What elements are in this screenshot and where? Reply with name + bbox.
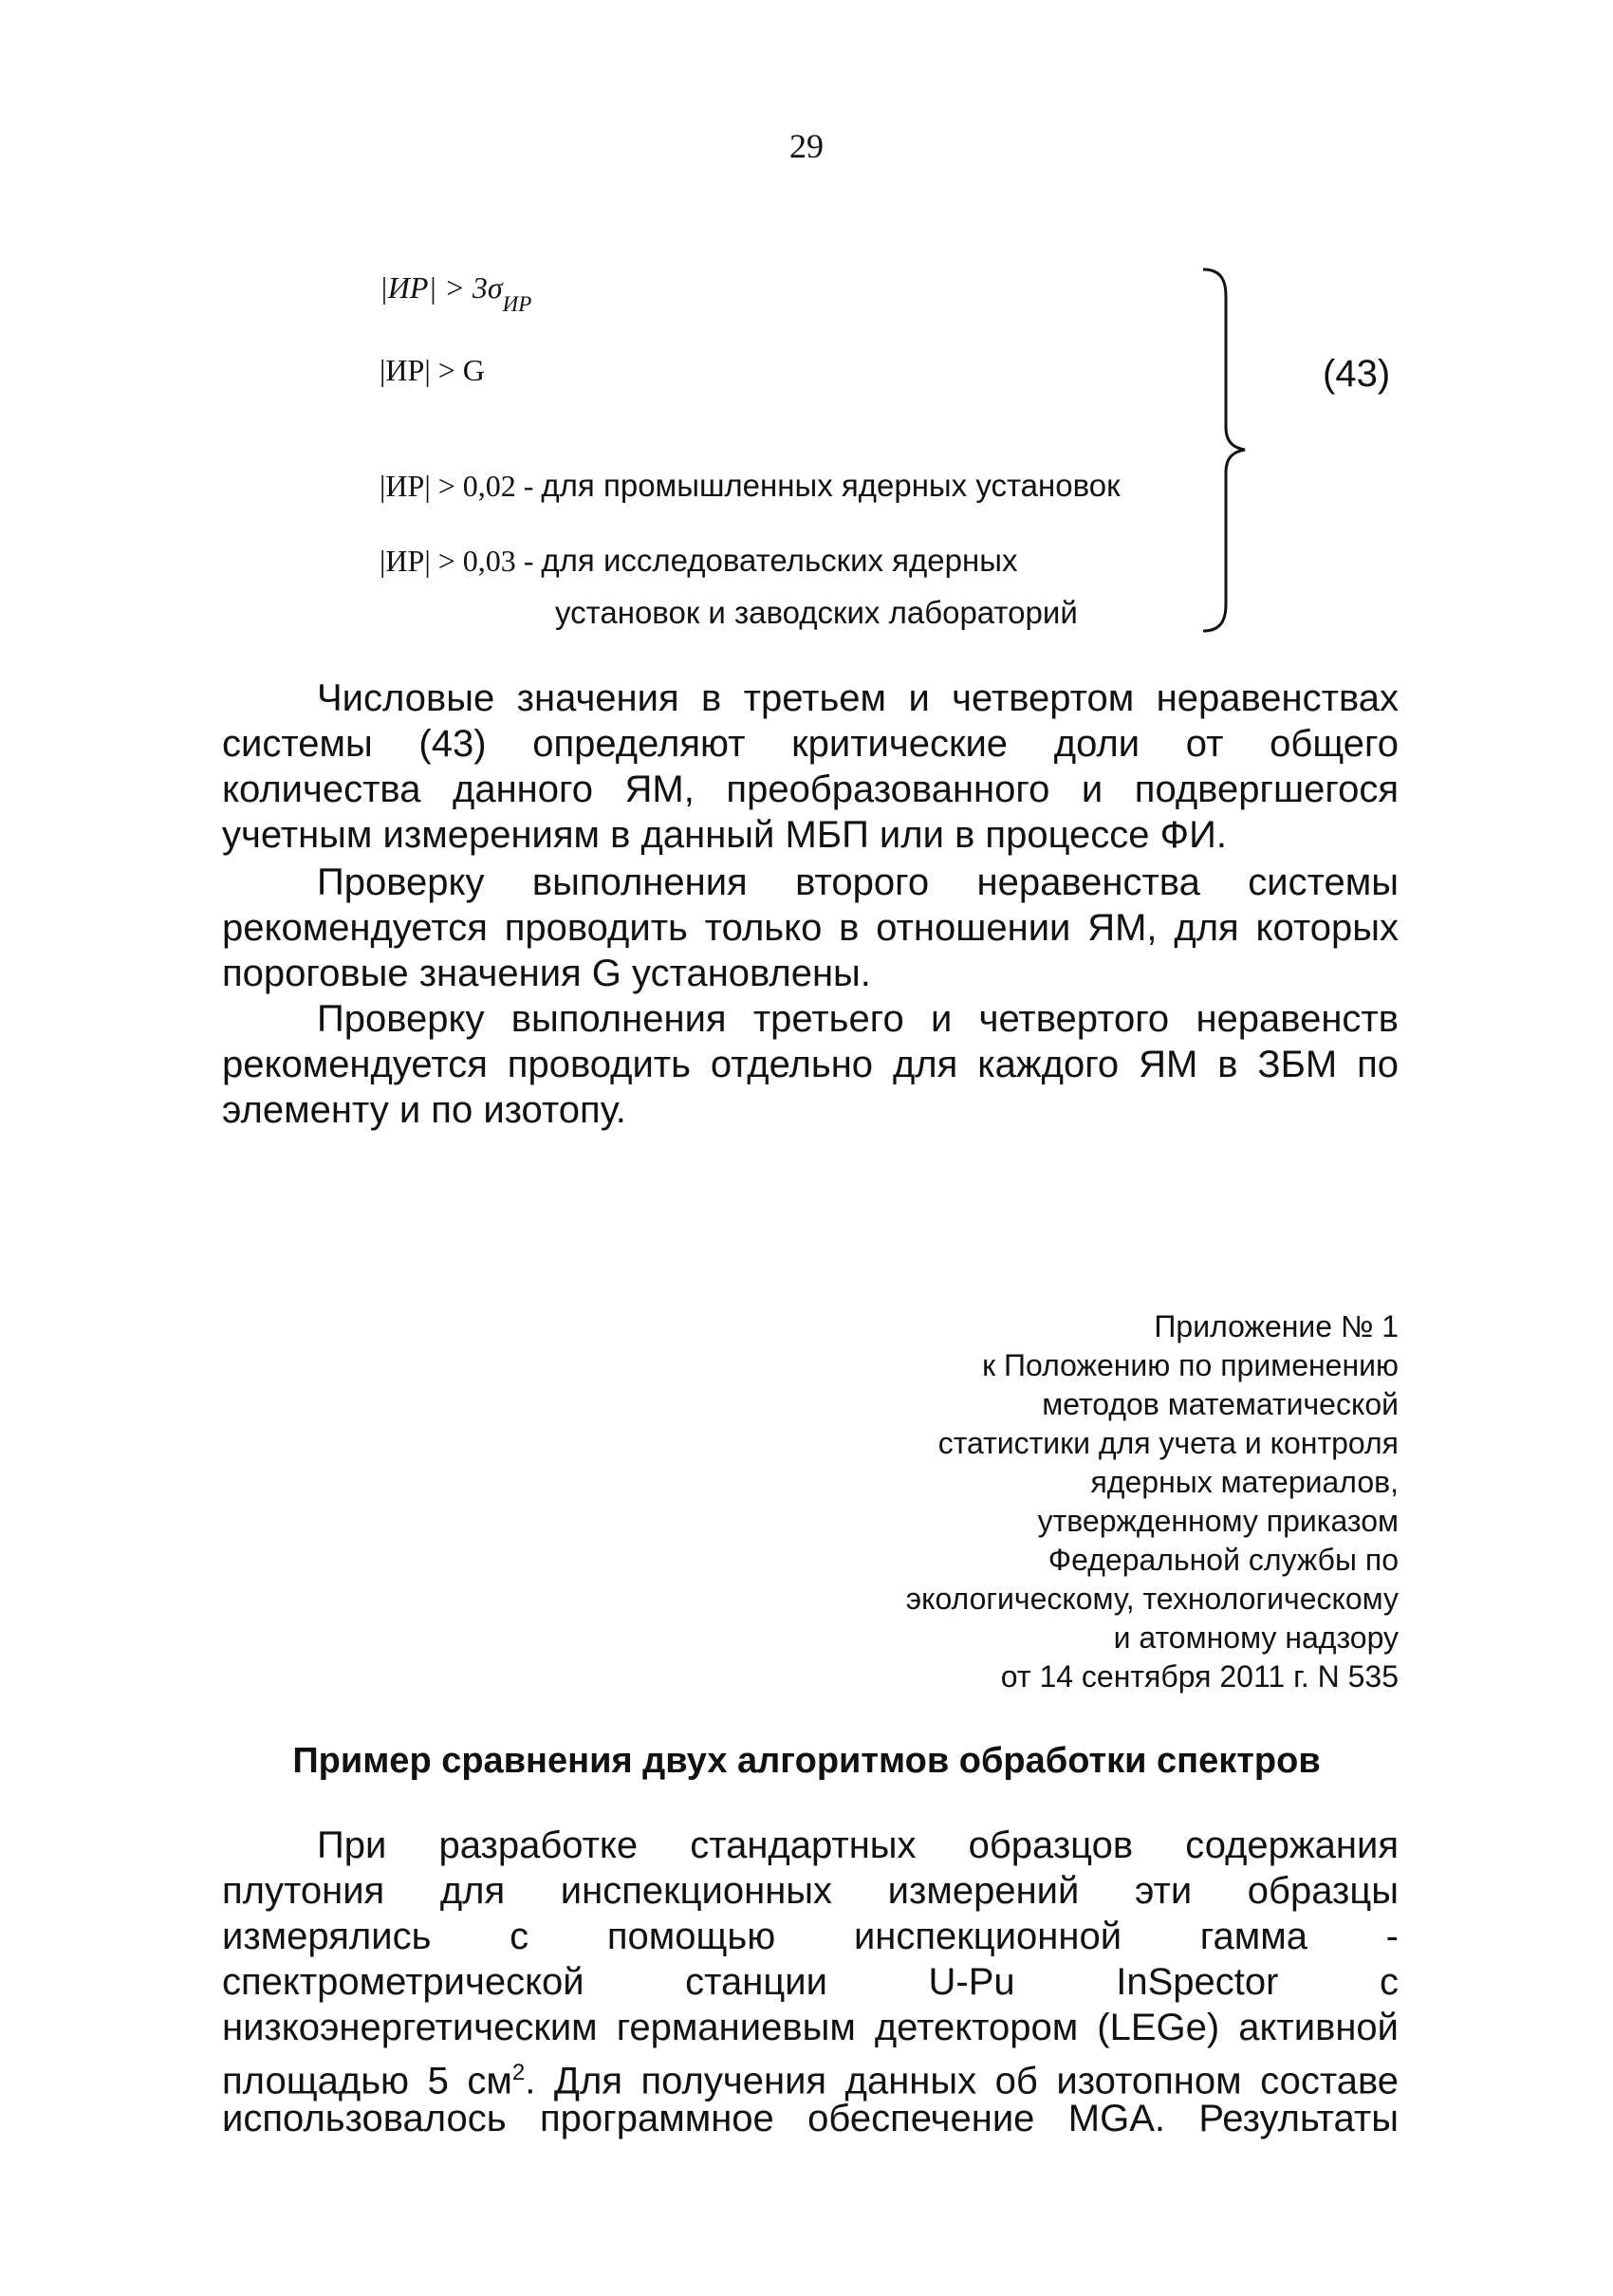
section-title: Пример сравнения двух алгоритмов обработки спектров — [292, 1741, 1321, 1781]
paragraph-line: низкоэнергетическим германиевым детектором (LEGe) активной — [222, 2007, 1399, 2048]
appendix-line: ядерных материалов, — [1090, 1465, 1399, 1499]
inequality-4-lhs: |ИР| > 0,03 - — [380, 544, 542, 578]
paragraph-line-area — [222, 2050, 1399, 2102]
paragraph-line: рекомендуется проводить отдельно для каждого ЯМ в ЗБМ по — [222, 1044, 1399, 1085]
appendix-line: Приложение № 1 — [1154, 1309, 1399, 1343]
inequality-4 — [380, 543, 1017, 579]
paragraph-line: элементу и по изотопу. — [222, 1089, 626, 1131]
paragraph-line: системы (43) определяют критические доли от общего — [222, 723, 1399, 765]
paragraph-2 — [222, 860, 1399, 996]
appendix-line: статистики для учета и контроля — [937, 1426, 1399, 1460]
appendix-line: Федеральной службы по — [1048, 1543, 1399, 1577]
inequality-3 — [380, 468, 1121, 504]
paragraph-line: плутония для инспекционных измерений эти образцы — [222, 1870, 1399, 1912]
paragraph-line: Числовые значения в третьем и четвертом неравенствах — [317, 677, 1399, 719]
paragraph-3 — [222, 996, 1399, 1133]
paragraph-line: спектрометрической станции U-Pu InSpector с — [222, 1961, 1399, 2003]
inequality-3-lhs: |ИР| > 0,02 - — [380, 469, 542, 503]
right-brace-icon — [1197, 268, 1254, 633]
inequality-4-continuation: установок и заводских лабораторий — [555, 595, 1078, 630]
page-number: 29 — [789, 127, 824, 165]
area-superscript: 2 — [511, 2060, 526, 2085]
inequality-1-subscript: ИР — [502, 292, 532, 316]
paragraph-line: Проверку выполнения второго неравенства системы — [317, 861, 1399, 903]
inequality-2-lhs: |ИР| > G — [380, 353, 485, 387]
area-text-pre: площадью 5 см — [222, 2060, 512, 2102]
appendix-line: экологическому, технологическому — [905, 1582, 1399, 1616]
appendix-reference — [829, 1307, 1399, 1696]
appendix-line: утвержденному приказом — [1037, 1504, 1399, 1538]
appendix-line: методов математической — [1042, 1387, 1399, 1421]
appendix-line: от 14 сентября 2011 г. N 535 — [1000, 1659, 1399, 1694]
inequality-1-lhs: |ИР| > 3σ — [380, 270, 503, 305]
paragraph-line: При разработке стандартных образцов содержания — [317, 1824, 1399, 1866]
appendix-line: и атомному надзору — [1113, 1620, 1399, 1655]
paragraph-line: количества данного ЯМ, преобразованного и подвергшегося — [222, 768, 1399, 810]
paragraph-line: пороговые значения G установлены. — [222, 953, 871, 994]
area-text-post: . Для получения данных об изотопном составе — [525, 2060, 1399, 2102]
inequality-1 — [380, 270, 532, 316]
paragraph-line: рекомендуется проводить только в отношении ЯМ, для которых — [222, 907, 1399, 949]
paragraph-1 — [222, 676, 1399, 858]
appendix-line: к Положению по применению — [982, 1348, 1399, 1382]
inequality-3-text: для промышленных ядерных установок — [541, 468, 1121, 503]
paragraph-line: измерялись с помощью инспекционной гамма - — [222, 1916, 1399, 1957]
paragraph-line: использовалось программное обеспечение MGA. Результаты — [222, 2098, 1399, 2139]
inequality-2 — [380, 353, 485, 388]
equation-number: (43) — [1323, 353, 1391, 395]
paragraph-line: учетным измерениям в данный МБП или в процессе ФИ. — [222, 814, 1227, 856]
paragraph-4 — [222, 1823, 1399, 2141]
paragraph-line: Проверку выполнения третьего и четвертого неравенств — [317, 998, 1399, 1040]
inequality-4-text: для исследовательских ядерных — [541, 543, 1018, 578]
